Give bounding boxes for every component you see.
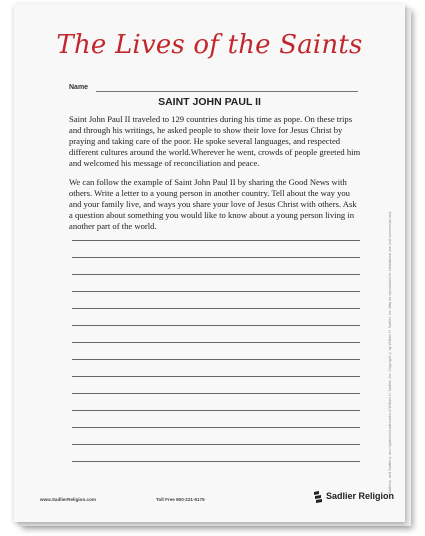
logo-text: Sadlier Religion bbox=[326, 491, 395, 501]
footer-contact bbox=[40, 497, 205, 502]
sadlier-logo-icon bbox=[313, 490, 323, 503]
writing-line[interactable] bbox=[72, 393, 360, 394]
footer-website: www.SadlierReligion.com bbox=[40, 497, 96, 502]
writing-line[interactable] bbox=[72, 308, 360, 309]
name-field-line[interactable] bbox=[96, 91, 358, 92]
writing-lines[interactable] bbox=[72, 240, 360, 480]
writing-line[interactable] bbox=[72, 257, 360, 258]
instructions-paragraph: We can follow the example of Saint John Paul II by sharing the Good News with others. Write a letter to a young person in another country. Tell about the way you and your family live, and ways you share your love of Jesus Christ with others. Ask a question about something you would like to know about a young person living in another part of the world. bbox=[69, 177, 357, 232]
copyright-side-note: Sadlier® and Sadlier® are registered trademarks of William H. Sadlier, Inc. Copyright © by William H. Sadlier, Inc. May be reproduced for educational use (not commercial use). bbox=[388, 210, 392, 494]
writing-line[interactable] bbox=[72, 461, 360, 462]
writing-line[interactable] bbox=[72, 410, 360, 411]
saint-heading: SAINT JOHN PAUL II bbox=[158, 96, 261, 108]
footer-phone: Toll Free 800-221-5175 bbox=[156, 497, 205, 502]
intro-paragraph: Saint John Paul II traveled to 129 countries during his time as pope. On these trips and through his writings, he asked people to show their love for Jesus Christ by praying and taking care of the poor. He spoke several languages, and respected different cultures around the world.Wherever he went, crowds of people greeted him and welcomed his message of reconciliation and peace. bbox=[69, 114, 361, 169]
writing-line[interactable] bbox=[72, 240, 360, 241]
name-label: Name bbox=[69, 84, 89, 91]
writing-line[interactable] bbox=[72, 342, 360, 343]
writing-line[interactable] bbox=[72, 427, 360, 428]
worksheet-page bbox=[14, 4, 405, 522]
writing-line[interactable] bbox=[72, 444, 360, 445]
sadlier-logo bbox=[313, 489, 394, 503]
worksheet-title: The Lives of the Saints bbox=[56, 30, 363, 60]
writing-line[interactable] bbox=[72, 325, 360, 326]
writing-line[interactable] bbox=[72, 291, 360, 292]
writing-line[interactable] bbox=[72, 376, 360, 377]
writing-line[interactable] bbox=[72, 274, 360, 275]
writing-line[interactable] bbox=[72, 359, 360, 360]
